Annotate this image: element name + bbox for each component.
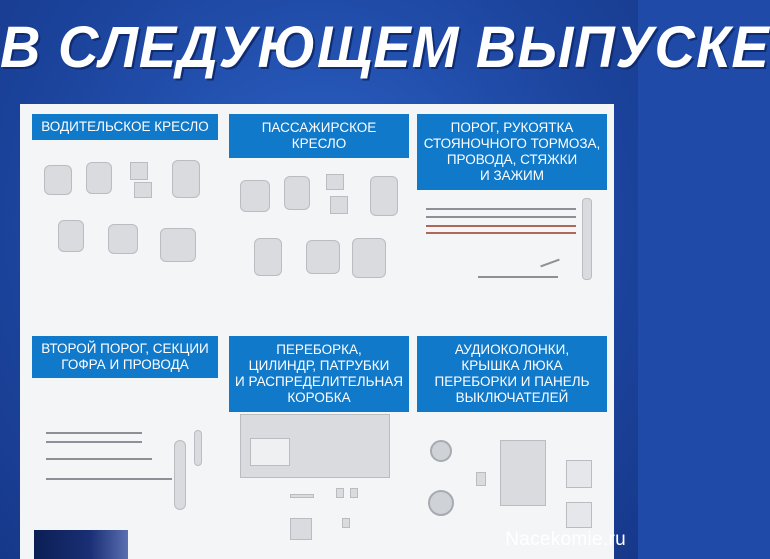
seat-frame-part <box>254 238 282 276</box>
junction-box-part <box>342 518 350 528</box>
hatch-cover-part <box>500 440 546 506</box>
seat-panel-part <box>134 182 152 198</box>
speaker-part <box>428 490 454 516</box>
seat-frame-part <box>306 240 340 274</box>
handbrake-handle-part <box>478 276 558 278</box>
page-title: В СЛЕДУЮЩЕМ ВЫПУСКЕ <box>0 13 770 80</box>
pipe-part <box>350 488 358 498</box>
seat-frame-part <box>108 224 138 254</box>
seat-rail-part <box>160 228 196 262</box>
speaker-part <box>430 440 452 462</box>
switch-panel-part <box>476 472 486 486</box>
bellows-part <box>194 430 202 466</box>
bulkhead-window-part <box>250 438 290 466</box>
panel-part <box>566 502 592 528</box>
sill-rod-part <box>46 441 142 443</box>
seat-back-part <box>44 165 72 195</box>
wire-part <box>426 232 576 234</box>
seat-panel-part <box>330 196 348 214</box>
section-label-passenger-seat: ПАССАЖИРСКОЕ КРЕСЛО <box>229 114 409 158</box>
sill-rod-part <box>46 458 152 460</box>
cylinder-part <box>290 494 314 498</box>
watermark: Nacekomie.ru <box>505 529 626 550</box>
section-label-sill-handbrake: ПОРОГ, РУКОЯТКА СТОЯНОЧНОГО ТОРМОЗА, ПРОВОДА, СТЯЖКИ И ЗАЖИМ <box>417 114 607 190</box>
pipe-part <box>336 488 344 498</box>
seat-shell-part <box>370 176 398 216</box>
wire-part <box>426 225 576 227</box>
section-label-bulkhead: ПЕРЕБОРКА, ЦИЛИНДР, ПАТРУБКИ И РАСПРЕДЕЛИТЕЛЬНАЯ КОРОБКА <box>229 336 409 412</box>
seat-rail-part <box>352 238 386 278</box>
magazine-logo <box>34 530 128 559</box>
sill-rod-part <box>46 478 172 480</box>
section-label-second-sill: ВТОРОЙ ПОРОГ, СЕКЦИИ ГОФРА И ПРОВОДА <box>32 336 218 378</box>
seat-panel-part <box>326 174 344 190</box>
seat-frame-part <box>58 220 84 252</box>
bellows-part <box>174 440 186 510</box>
sill-rod-part <box>426 208 576 210</box>
seat-shell-part <box>172 160 200 198</box>
seat-back-part <box>240 180 270 212</box>
section-label-speakers: АУДИОКОЛОНКИ, КРЫШКА ЛЮКА ПЕРЕБОРКИ И ПАНЕЛЬ ВЫКЛЮЧАТЕЛЕЙ <box>417 336 607 412</box>
seat-panel-part <box>130 162 148 180</box>
section-label-driver-seat: ВОДИТЕЛЬСКОЕ КРЕСЛО <box>32 114 218 140</box>
seat-cushion-part <box>86 162 112 194</box>
sill-rod-part <box>46 432 142 434</box>
panel-part <box>566 460 592 488</box>
junction-box-part <box>290 518 312 540</box>
seat-cushion-part <box>284 176 310 210</box>
sill-rod-part <box>426 216 576 218</box>
sill-plate-part <box>582 198 592 280</box>
